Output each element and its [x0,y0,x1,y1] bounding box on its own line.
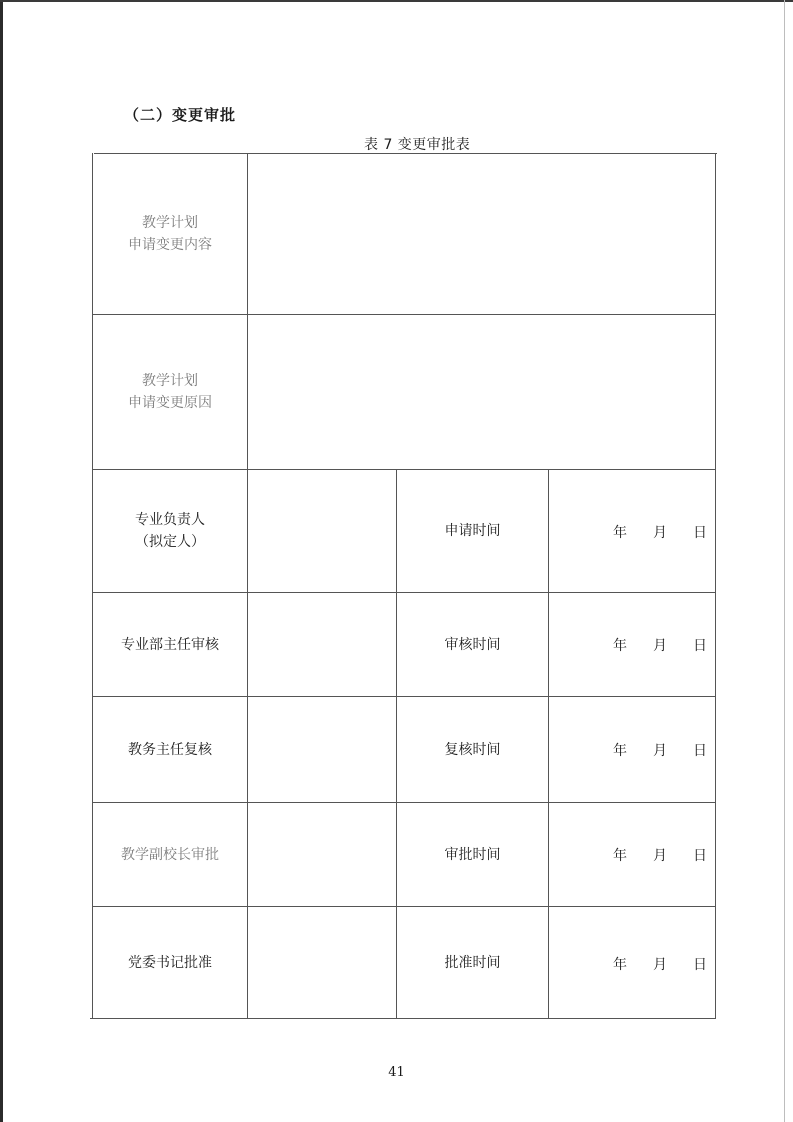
date-month-label: 月 [653,743,667,759]
date-month-label: 月 [653,957,667,973]
date-month-label: 月 [653,638,667,654]
applicant-role-text: 专业负责人 （拟定人） [135,512,205,550]
date-year-label: 年 [613,848,627,864]
dept-head-signature-field[interactable] [248,593,396,696]
review-date-field[interactable] [549,635,717,655]
party-secretary-role-label [93,907,247,1018]
academic-director-signature-field[interactable] [248,697,396,802]
review-time-text: 审核时间 [444,636,501,653]
approval-time-text: 审批时间 [444,846,501,863]
date-day-label: 日 [693,638,707,654]
date-year-label: 年 [613,957,627,973]
vice-principal-role-text: 教学副校长审批 [121,846,219,863]
dept-head-role-text: 专业部主任审核 [121,636,219,653]
vice-principal-signature-field[interactable] [248,803,396,906]
review-time-label [397,593,548,696]
date-year-label: 年 [613,743,627,759]
vice-principal-role-label [93,803,247,906]
change-content-label-text: 教学计划 申请变更内容 [128,215,212,253]
scan-edge-right [784,0,785,1122]
date-day-label: 日 [693,848,707,864]
approval-date-field[interactable] [549,845,717,865]
change-content-label [93,154,247,314]
recheck-date-field[interactable] [549,740,717,760]
ratification-date-field[interactable] [549,954,717,974]
party-secretary-role-text: 党委书记批准 [128,954,212,971]
application-date-field[interactable] [549,522,717,542]
date-day-label: 日 [693,525,707,541]
page-number: 41 [388,1065,405,1080]
section-heading: （二）变更审批 [124,106,237,124]
date-month-label: 月 [653,848,667,864]
applicant-role-label [93,470,247,592]
table-border-bottom [90,1018,715,1019]
recheck-time-text: 复核时间 [444,741,501,758]
ratification-time-label [397,907,548,1018]
change-reason-field[interactable] [248,315,715,469]
academic-director-role-text: 教务主任复核 [128,741,212,758]
change-content-field[interactable] [248,154,715,314]
approval-time-label [397,803,548,906]
scan-edge-top [0,0,793,2]
party-secretary-signature-field[interactable] [248,907,396,1018]
change-reason-label-text: 教学计划 申请变更原因 [128,373,212,411]
dept-head-role-label [93,593,247,696]
date-month-label: 月 [653,525,667,541]
change-reason-label [93,315,247,469]
ratification-time-text: 批准时间 [444,954,501,971]
date-year-label: 年 [613,525,627,541]
table-border-right [715,153,716,1019]
application-time-label [397,470,548,592]
table-caption: 表 7 变更审批表 [364,137,471,153]
academic-director-role-label [93,697,247,802]
recheck-time-label [397,697,548,802]
date-day-label: 日 [693,957,707,973]
application-time-text: 申请时间 [444,523,501,539]
scan-edge-left [0,0,3,1122]
date-day-label: 日 [693,743,707,759]
date-year-label: 年 [613,638,627,654]
applicant-signature-field[interactable] [248,470,396,592]
